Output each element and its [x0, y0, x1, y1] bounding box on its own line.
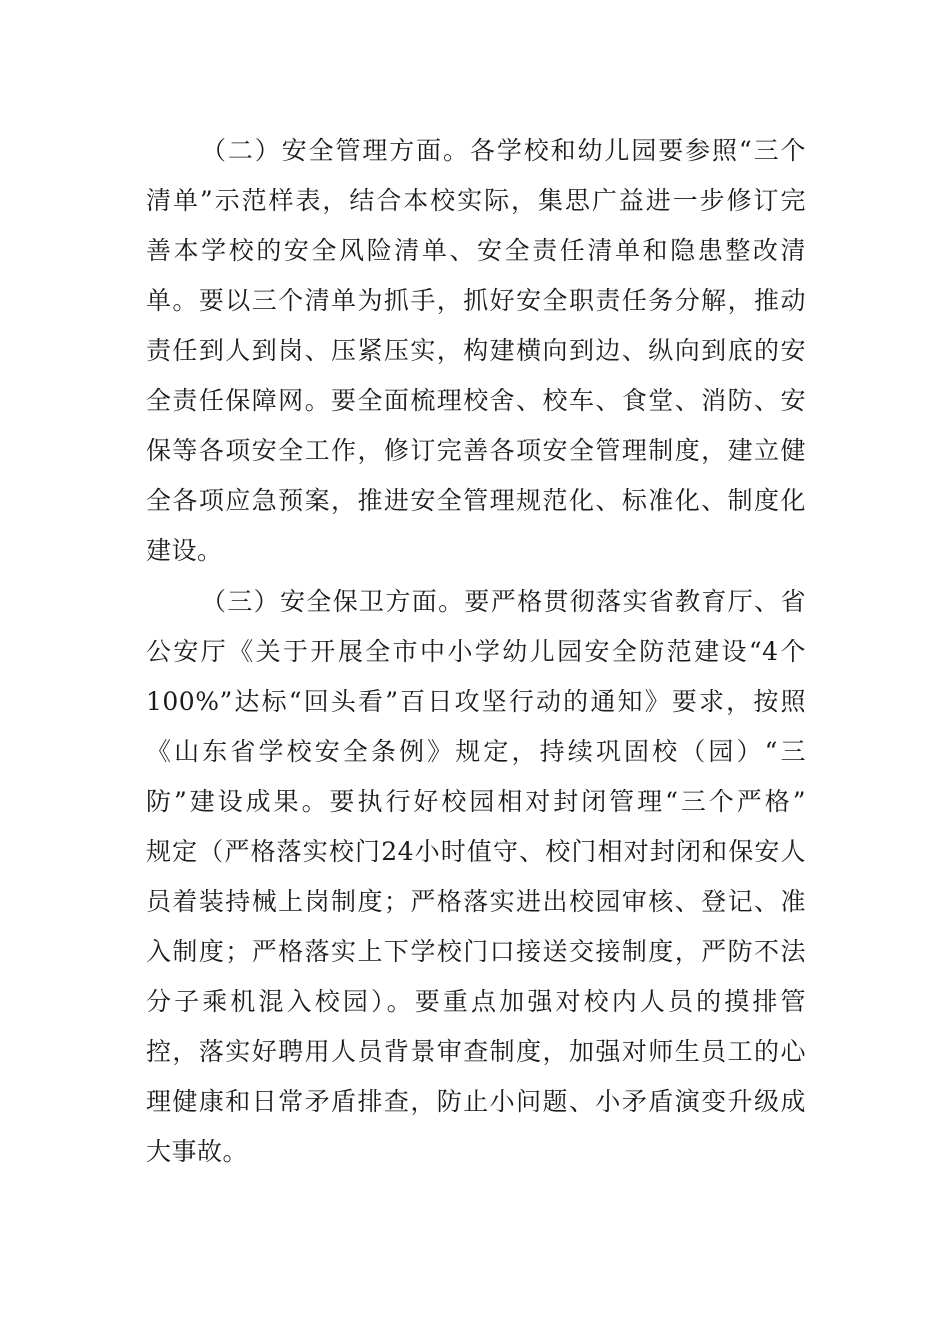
text-line: 理健康和日常矛盾排查，防止小问题、小矛盾演变升级成 [146, 1087, 806, 1116]
text-line: 控，落实好聘用人员背景审查制度，加强对师生员工的心 [146, 1037, 806, 1066]
text-line: 《山东省学校安全条例》规定，持续巩固校（园）“三 [146, 737, 806, 766]
text-line: 防”建设成果。要执行好校园相对封闭管理“三个严格” [146, 787, 806, 816]
text-line: 全各项应急预案，推进安全管理规范化、标准化、制度化 [146, 486, 806, 515]
text-line: 入制度；严格落实上下学校门口接送交接制度，严防不法 [146, 937, 806, 966]
text-line: 建设。 [146, 536, 223, 565]
text-line: 规定（严格落实校门24小时值守、校门相对封闭和保安人 [146, 837, 806, 866]
text-line: 保等各项安全工作，修订完善各项安全管理制度，建立健 [146, 436, 806, 465]
text-line: 责任到人到岗、压紧压实，构建横向到边、纵向到底的安 [146, 336, 806, 365]
text-line: 员着装持械上岗制度；严格落实进出校园审核、登记、准 [146, 887, 806, 916]
text-line: 单。要以三个清单为抓手，抓好安全职责任务分解，推动 [146, 286, 806, 315]
text-line: 清单”示范样表，结合本校实际，集思广益进一步修订完 [146, 186, 806, 215]
text-line: （三）安全保卫方面。要严格贯彻落实省教育厅、省 [201, 587, 806, 616]
text-line: 大事故。 [146, 1137, 249, 1166]
text-line: 公安厅《关于开展全市中小学幼儿园安全防范建设“4个 [146, 637, 806, 666]
text-line: 分子乘机混入校园）。要重点加强对校内人员的摸排管 [146, 987, 806, 1016]
text-line: 全责任保障网。要全面梳理校舍、校车、食堂、消防、安 [146, 386, 806, 415]
text-line: 善本学校的安全风险清单、安全责任清单和隐患整改清 [146, 236, 806, 265]
text-line: （二）安全管理方面。各学校和幼儿园要参照“三个 [201, 136, 806, 165]
text-line: 100%”达标“回头看”百日攻坚行动的通知》要求，按照 [146, 687, 806, 716]
